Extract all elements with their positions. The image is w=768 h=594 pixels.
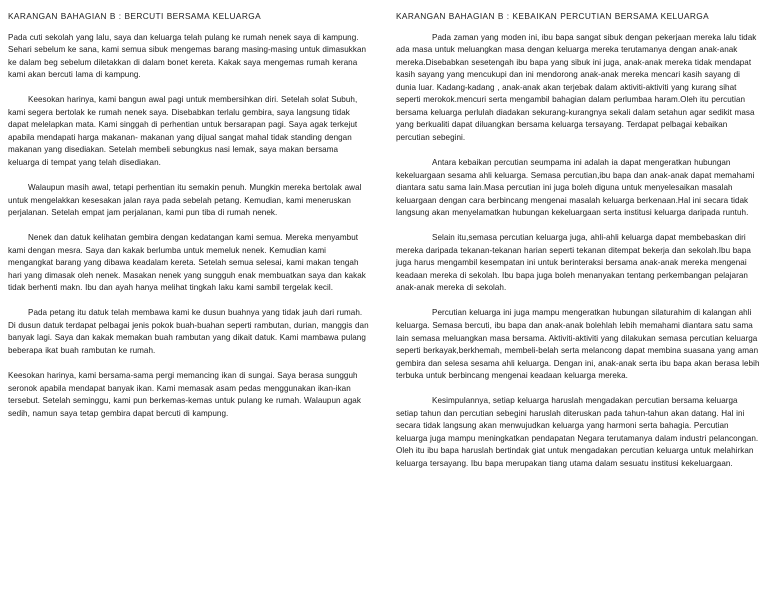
left-paragraph-2: Keesokan harinya, kami bangun awal pagi untuk membersihkan diri. Setelah solat Subuh, kami segera bertolak ke rumah nenek saya. Disebabkan terlalu gembira, saya langsung tidak dapat melelapkan mata. Kami singgah di perhentian untuk bersarapan pagi. Saya agak terkejut apabila mendapati harga makanan- makanan yang dijual sangat mahal tidak standing dengan makanan yang disediakan. Setelah membeli sebungkus nasi lemak, saya makan bersama keluarga di tempat yang telah disediakan. [8, 95, 358, 167]
right-column [396, 10, 760, 483]
left-paragraph-5: Pada petang itu datuk telah membawa kami ke dusun buahnya yang tidak jauh dari rumah. Di dusun datuk terdapat pelbagai jenis pokok buah-buahan seperti rambutan, durian, manggis dan banyak lagi. Saya dan kakak memakan buah rambutan yang dikait datuk. Kami mambawa pulang beberapa ikat buah rambutan ke rumah. [8, 308, 369, 356]
left-paragraph-6: Keesokan harinya, kami bersama-sama pergi memancing ikan di sungai. Saya berasa sungguh seronok apabila mendapat banyak ikan. Kami memasak asam pedas menggunakan ikan-ikan tersebut. Setelah seminggu, kami pun berkemas-kemas untuk pulang ke rumah. Walaupun agak sedih, namun saya tetap gembira dapat bercuti di kampung. [8, 371, 361, 418]
left-column [8, 10, 372, 433]
right-essay-title: KARANGAN BAHAGIAN B : KEBAIKAN PERCUTIAN BERSAMA KELUARGA [396, 11, 710, 21]
left-paragraph-4: Nenek dan datuk kelihatan gembira dengan kedatangan kami semua. Mereka menyambut kami dengan mesra. Saya dan kakak berlumba untuk memeluk nenek. Kemudian kami mengangkat barang yang dibawa keadalam kereta. Setelah semua selesai, kami makan tengah hari yang dimasak oleh nenek. Masakan nenek yang sungguh enak membuatkan saya dan kakak tidak berhenti makn. Ibu dan ayah hanya melihat tingkah laku kami sambil tergelak kecil. [8, 233, 366, 293]
left-paragraph-1: Pada cuti sekolah yang lalu, saya dan keluarga telah pulang ke rumah nenek saya di kampung. Sehari sebelum ke sana, kami semua sibuk mengemas barang masing-masing untuk dimasukkan ke dalam beg sebelum diletakkan di dalam bonet kereta. Kakak saya mengemas rumah kerana kami akan bercuti lama di kampung. [8, 32, 367, 80]
right-paragraph-3: Selain itu,semasa percutian keluarga juga, ahli-ahli keluarga dapat membebaskan diri mereka daripada tekanan-tekanan harian seperti tekanan ditempat bekerja dan sekolah.Ibu bapa juga harus mengambil kesempatan ini untuk berinteraksi bersama anak-anak mereka mengenai keadaan mereka di sekolah. Ibu bapa juga boleh menanyakan tentang perkembangan pelajaran anak-anak mereka di sekolah. [396, 233, 751, 293]
right-paragraph-2: Antara kebaikan percutian seumpama ini adalah ia dapat mengeratkan hubungan kekeluargaan sesama ahli keluarga. Semasa percutian,ibu bapa dan anak-anak dapat memahami diantara satu sama lain.Masa percutian ini juga boleh diguna untuk menyelesaikan masalah keluargaan dengan cara berbincang mengenai masalah keluarga berkenaan.Hal ini secara tidak langsung akan menyelamatkan hubungan kekeluargaan serta institusi keluarga daripada runtuh. [396, 157, 755, 218]
left-paragraph-3: Walaupun masih awal, tetapi perhentian itu semakin penuh. Mungkin mereka bertolak awal untuk mengelakkan kesesakan jalan raya pada sebelah petang. Kemudian, kami meneruskan perjalanan. Setelah empat jam perjalanan, kami pun tiba di rumah nenek. [8, 183, 362, 218]
right-paragraph-4: Percutian keluarga ini juga mampu mengeratkan hubungan silaturahim di kalangan ahli keluarga. Semasa bercuti, ibu bapa dan anak-anak bolehlah lebih memahami diantara satu sama lain semasa meluangkan masa bersama. Aktiviti-aktiviti yang dilakukan semasa percutian keluarga seperti berkayak,berkhemah, membeli-belah serta melancong dapat membina suasana yang aman gembira dan selesa sesama ahli keluarga. Dengan ini, anak-anak serta ibu bapa akan berasa lebih terbuka untuk berbincang mengenai keadaan keluarga mereka. [396, 308, 760, 381]
right-paragraph-1: Pada zaman yang moden ini, ibu bapa sangat sibuk dengan pekerjaan mereka lalu tidak ada masa untuk meluangkan masa dengan keluarga mereka terutamanya dengan anak-anak mereka.Disebabkan sesetengah ibu bapa yang sibuk ini juga, anak-anak mereka tidak mendapat kasih sayang yang mencukupi dan ini mendorong anak-anak mereka mencari kasih sayang di dunia luar. Kadang-kadang , anak-anak akan terjebak dalam aktiviti-aktiviti yang kurang sihat seperti merokok.mencuri serta mengambil bahagian dalam perlumbaa haram.Oleh itu percutian bersama keluarga perlulah diadakan sekurang-kurangnya sekali dalam setahun agar sedikit masa yang berkualiti dapat diluangkan bersama keluarga tersayang. Terdapat pelbagai kebaikan percutian sebegini. [396, 32, 757, 142]
right-paragraph-5: Kesimpulannya, setiap keluarga haruslah mengadakan percutian bersama keluarga setiap tahun dan percutian sebegini haruslah diteruskan pada tahun-tahun akan datang. Hal ini secara tidak langsung akan menwujudkan keluarga yang harmoni serta bahagia. Percutian keluarga juga mampu meningkatkan pendapatan Negara terutamanya dalam industri pelancongan. Oleh itu ibu bapa haruslah bertindak giat untuk mengadakan percutian keluarga untuk melahirkan keluarga tersayang. Ibu bapa merupakan tiang utama dalam sesuatu institusi kekeluargaan. [396, 396, 759, 468]
left-essay-title: KARANGAN BAHAGIAN B : BERCUTI BERSAMA KELUARGA [8, 11, 262, 21]
